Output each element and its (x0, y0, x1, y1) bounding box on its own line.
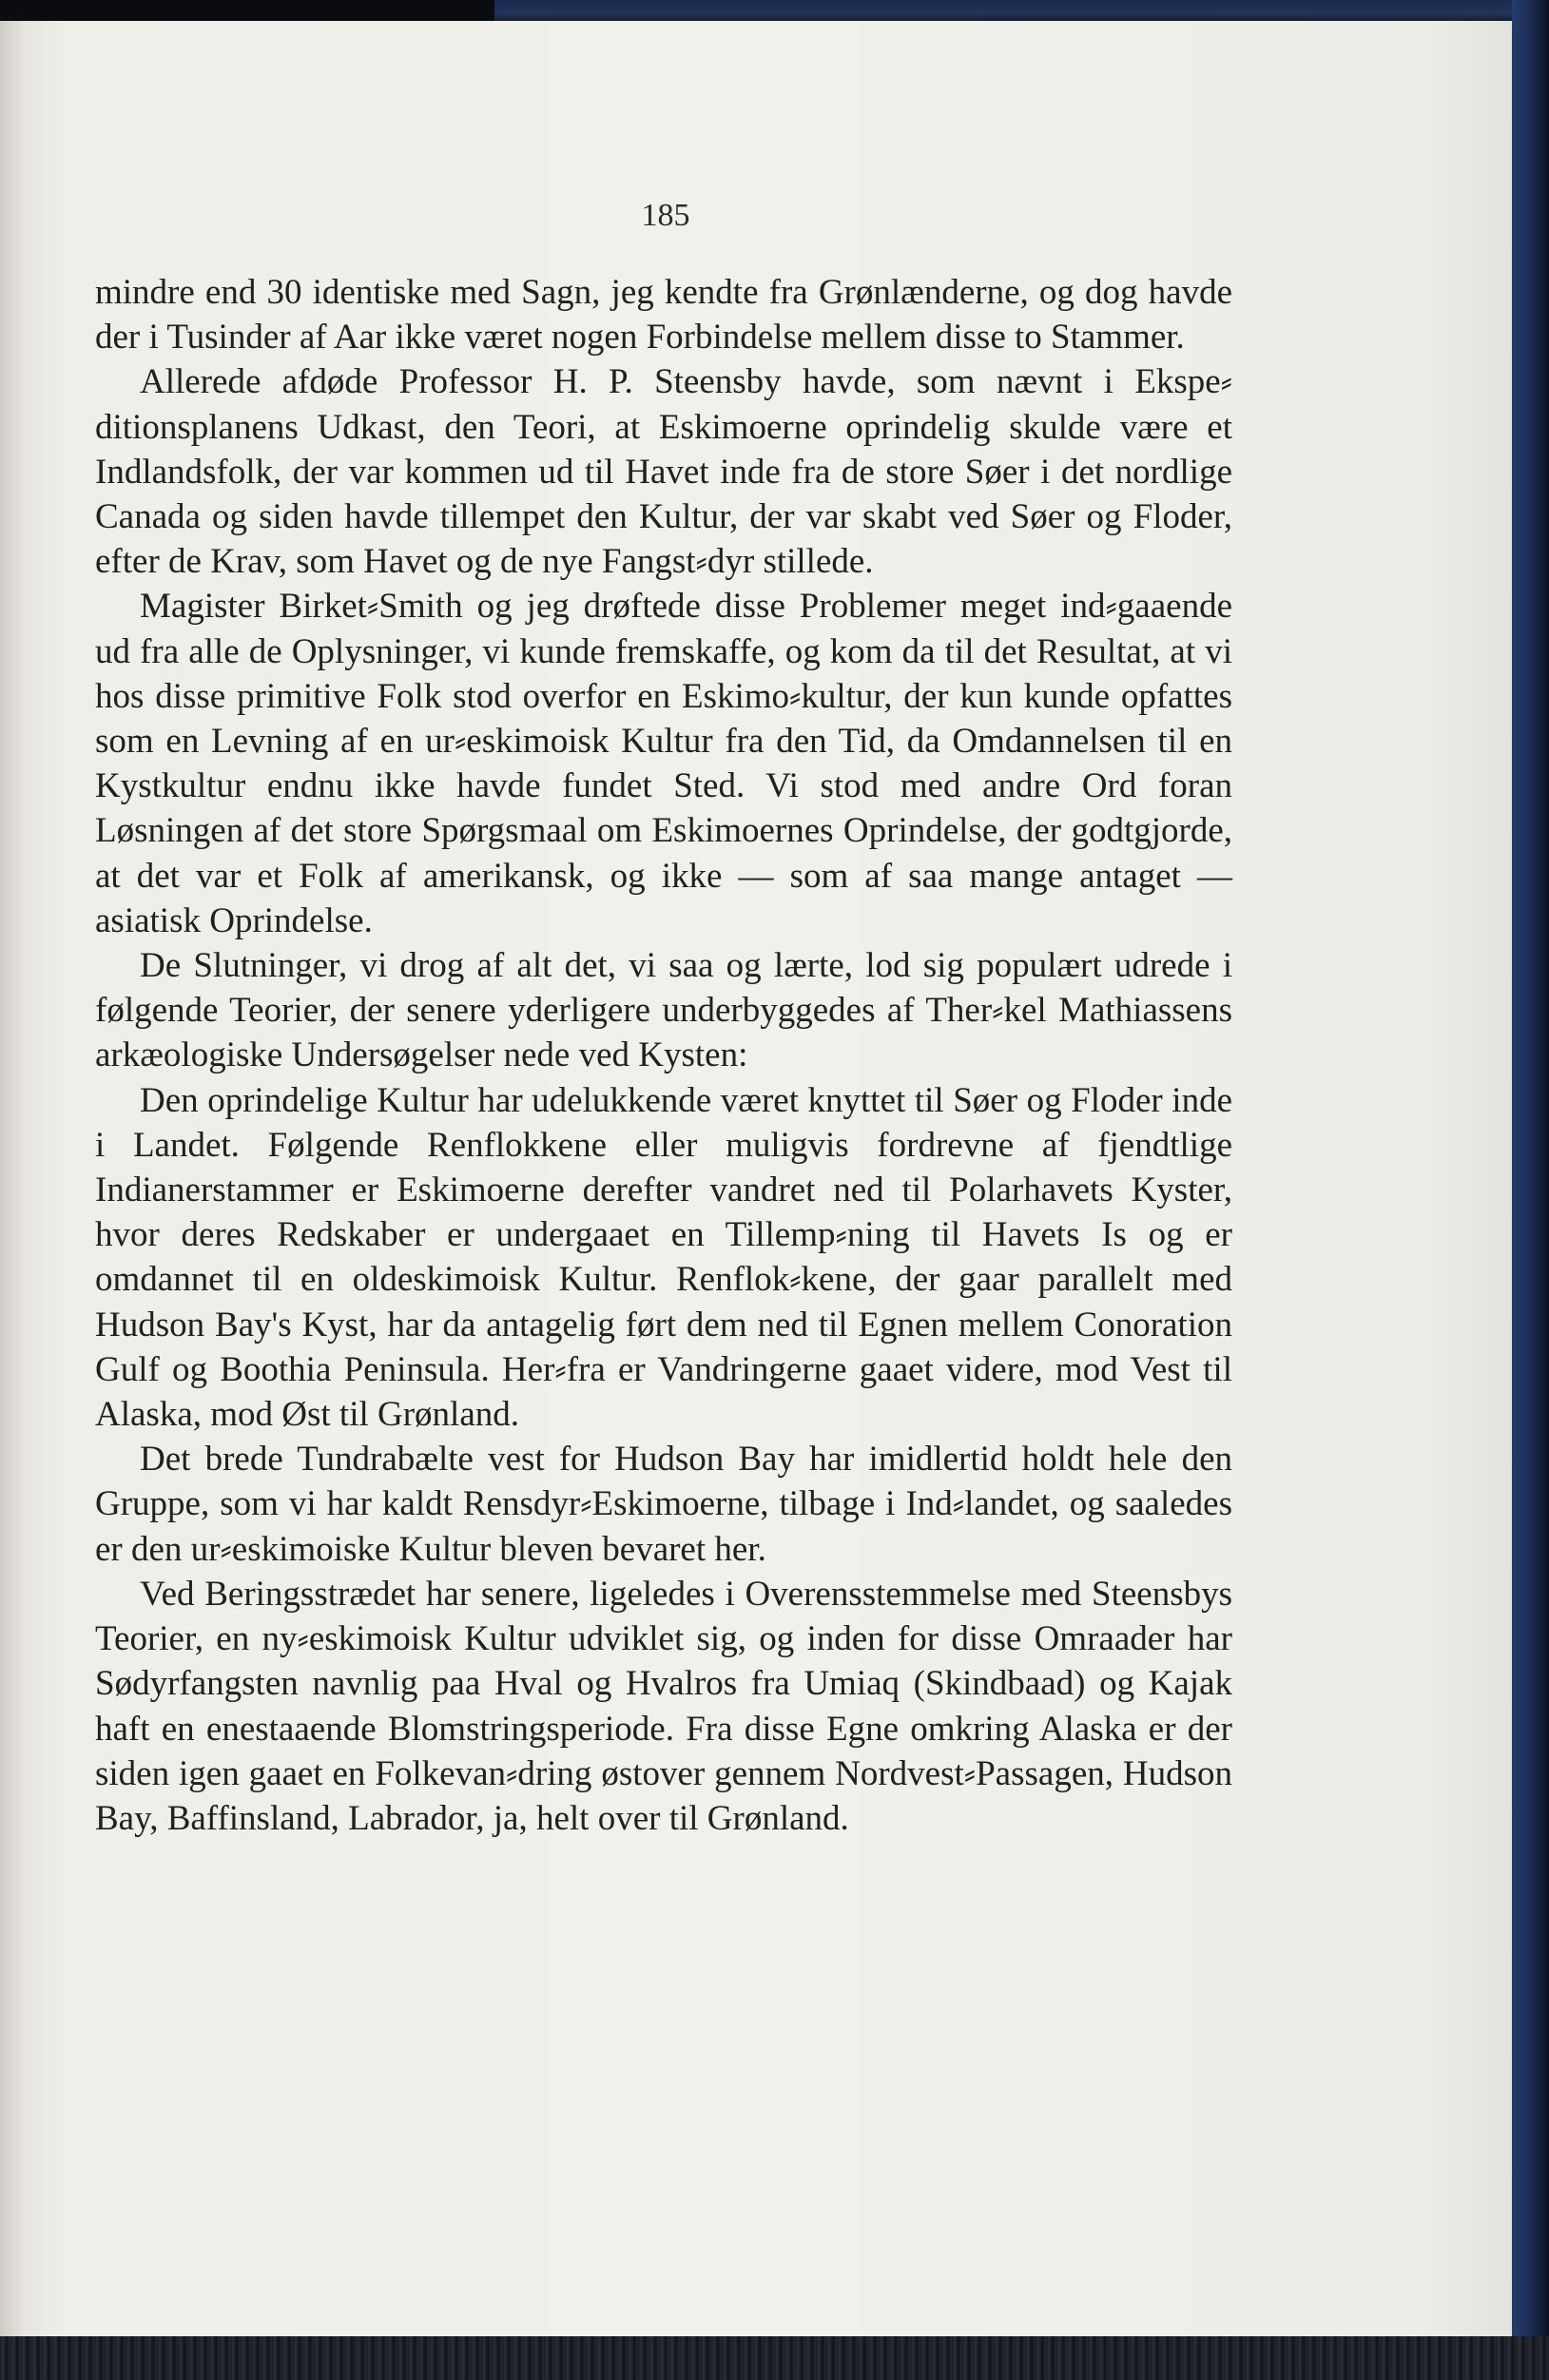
paragraph-7: Ved Beringsstrædet har senere, ligeledes i Overensstemmelse med Steensbys Teorier, en ny⸗eskimoisk Kultur udviklet sig, og inden for disse Omraader har Sødyrfangsten navnlig paa Hval og Hvalros fra Umiaq (Skindbaad) og Kajak haft en enestaaende Blomstringsperiode. Fra disse Egne omkring Alaska er der siden igen gaaet en Folkevan⸗dring østover gennem Nordvest⸗Passagen, Hudson Bay, Baffinsland, Labrador, ja, helt over til Grønland. (95, 1574, 1232, 1838)
page-number: 185 (641, 198, 690, 233)
paragraph-1: mindre end 30 identiske med Sagn, jeg kendte fra Grønlænderne, og dog havde der i Tusinder af Aar ikke været nogen Forbindelse mellem disse to Stammer. (95, 273, 1232, 358)
book-binding-right (1512, 0, 1549, 2380)
page-bottom-edge (0, 2336, 1549, 2380)
book-page (0, 21, 1512, 2336)
paragraph-2: Allerede afdøde Professor H. P. Steensby havde, som nævnt i Ekspe⸗ditionsplanens Udkast, den Teori, at Eskimoerne oprindelig skulde være et Indlandsfolk, der var kommen ud til Havet inde fra de store Søer i det nordlige Canada og siden havde tillempet den Kultur, der var skabt ved Søer og Floder, efter de Krav, som Havet og de nye Fangst⸗dyr stillede. (95, 362, 1232, 582)
paragraph-5: Den oprindelige Kultur har udelukkende været knyttet til Søer og Floder inde i Landet. Følgende Renflokkene eller muligvis fordrevne af fjendtlige Indianerstammer er Eskimoerne derefter vandret ned til Polarhavets Kyster, hvor deres Redskaber er undergaaet en Tillemp⸗ning til Havets Is og er omdannet til en oldeskimoisk Kultur. Renflok⸗kene, der gaar parallelt med Hudson Bay's Kyst, har da antagelig ført dem ned til Egnen mellem Conoration Gulf og Boothia Peninsula. Her⸗fra er Vandringerne gaaet videre, mod Vest til Alaska, mod Øst til Grønland. (95, 1080, 1232, 1435)
body-text (95, 270, 1232, 1841)
paragraph-3: Magister Birket⸗Smith og jeg drøftede disse Problemer meget ind⸗gaaende ud fra alle de Oplysninger, vi kunde fremskaffe, og kom da til det Resultat, at vi hos disse primitive Folk stod overfor en Eskimo⸗kultur, der kun kunde opfattes som en Levning af en ur⸗eskimoisk Kultur fra den Tid, da Omdannelsen til en Kystkultur endnu ikke havde fundet Sted. Vi stod med andre Ord foran Løsningen af det store Spørgsmaal om Eskimoernes Oprindelse, der godtgjorde, at det var et Folk af amerikansk, og ikke — som af saa mange antaget — asiatisk Oprindelse. (95, 587, 1232, 940)
paragraph-6: Det brede Tundrabælte vest for Hudson Bay har imidlertid holdt hele den Gruppe, som vi har kaldt Rensdyr⸗Eskimoerne, tilbage i Ind⸗landet, og saaledes er den ur⸗eskimoiske Kultur bleven bevaret her. (95, 1440, 1232, 1569)
paragraph-4: De Slutninger, vi drog af alt det, vi saa og lærte, lod sig populært udrede i følgende Teorier, der senere yderligere underbyggedes af Ther⸗kel Mathiassens arkæologiske Undersøgelser nede ved Kysten: (95, 946, 1232, 1075)
